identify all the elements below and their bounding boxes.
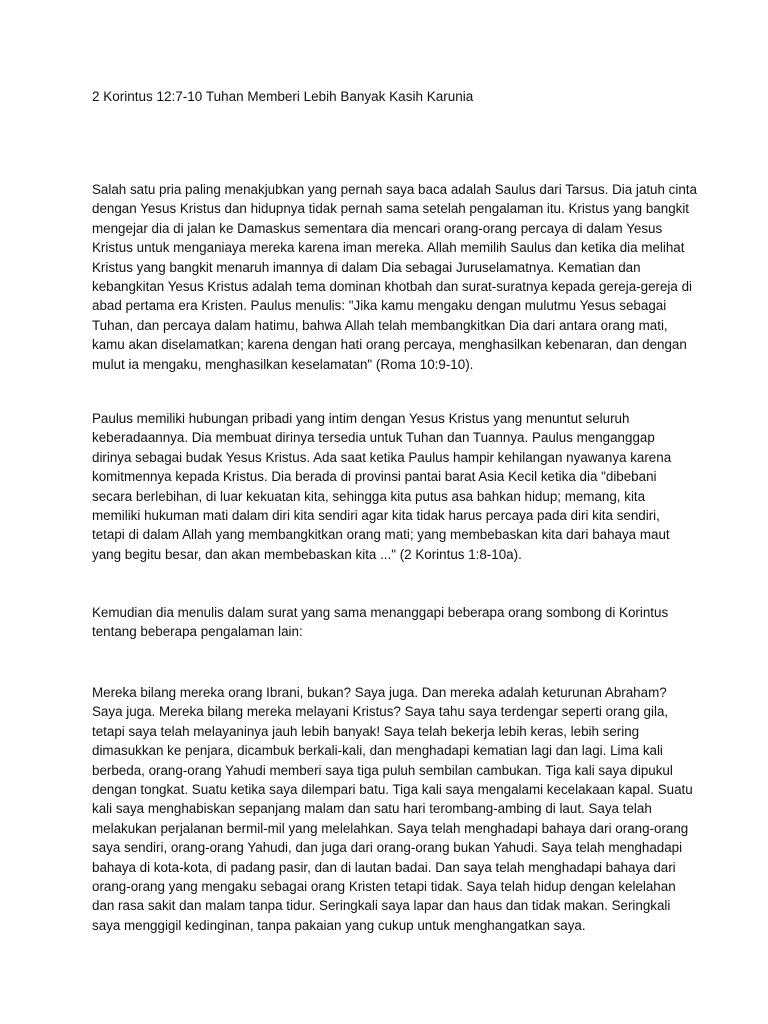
paragraph-line: Kristus yang bangkit menaruh imannya di dalam Dia sebagai Juruselamatnya. Kematian dan <box>92 259 641 275</box>
paragraph-line: yang begitu besar, dan akan membebaskan kita ..." (2 Korintus 1:8-10a). <box>92 546 522 562</box>
paragraph-line: secara berlebihan, di luar kekuatan kita, sehingga kita putus asa bahkan hidup; memang, kita <box>92 488 646 504</box>
paragraph-line: Kemudian dia menulis dalam surat yang sama menanggapi beberapa orang sombong di Korintus <box>92 605 669 620</box>
paragraph-line: komitmennya kepada Kristus. Dia berada di provinsi pantai barat Asia Kecil ketika dia "dibebani <box>92 469 657 485</box>
paragraph-line: Mereka bilang mereka orang Ibrani, bukan? Saya juga. Dan mereka adalah keturunan Abraham? <box>92 685 667 700</box>
paragraph-line: Saya juga. Mereka bilang mereka melayani Kristus? Saya tahu saya terdengar seperti orang gila, <box>92 704 669 720</box>
paragraph-line: dengan tongkat. Suatu ketika saya dilempari batu. Tiga kali saya mengalami kecelakaan kapal. Suatu <box>92 782 693 798</box>
paragraph-line: bahaya di kota-kota, di padang pasir, dan di lautan badai. Dan saya telah menghadapi bahaya dari <box>92 859 676 875</box>
paragraph-line: saya sendiri, orang-orang Yahudi, dan juga dari orang-orang bukan Yahudi. Saya telah menghadapi <box>92 840 683 856</box>
paragraph-line: melakukan perjalanan bermil-mil yang melelahkan. Saya telah menghadapi bahaya dari orang-orang <box>92 820 689 836</box>
paragraph-line: Kristus untuk menganiaya mereka karena iman mereka. Allah memilih Saulus dan ketika dia melihat <box>92 240 685 256</box>
paragraph-1 <box>92 180 697 374</box>
paragraph-line: tetapi di dalam Allah yang membangkitkan orang mati; yang membebaskan kita dari bahaya maut <box>92 527 670 543</box>
paragraph-line: dengan Yesus Kristus dan hidupnya tidak pernah sama setelah pengalaman itu. Kristus yang bangkit <box>92 201 690 217</box>
paragraph-line: kebangkitan Yesus Kristus adalah tema dominan khotbah dan surat-suratnya kepada gereja-gereja di <box>92 279 692 295</box>
document-title: 2 Korintus 12:7-10 Tuhan Memberi Lebih Banyak Kasih Karunia <box>92 89 474 104</box>
paragraph-line: mengejar dia di jalan ke Damaskus sementara dia mencari orang-orang percaya di dalam Yesus <box>92 220 663 236</box>
paragraph-line: Salah satu pria paling menakjubkan yang pernah saya baca adalah Saulus dari Tarsus. Dia jatuh cinta <box>92 182 697 197</box>
paragraph-line: tetapi saya telah melayaninya jauh lebih banyak! Saya telah bekerja lebih keras, lebih sering <box>92 723 640 739</box>
paragraph-line: mulut ia mengaku, menghasilkan keselamatan" (Roma 10:9-10). <box>92 356 474 372</box>
paragraph-2 <box>92 409 692 564</box>
paragraph-line: dimasukkan ke penjara, dicambuk berkali-kali, dan menghadapi kematian lagi dan lagi. Lima kali <box>92 743 663 759</box>
paragraph-line: saya menggigil kedinginan, tanpa pakaian yang cukup untuk menghangatkan saya. <box>92 917 586 933</box>
paragraph-line: memiliki hukuman mati dalam diri kita sendiri agar kita tidak harus percaya pada diri kita sendiri, <box>92 508 660 524</box>
paragraph-line: abad pertama era Kristen. Paulus menulis: "Jika kamu mengaku dengan mulutmu Yesus sebagai <box>92 298 667 314</box>
paragraph-line: kali saya menghabiskan sepanjang malam dan satu hari terombang-ambing di laut. Saya telah <box>92 801 652 817</box>
paragraph-line: Tuhan, dan percaya dalam hatimu, bahwa Allah telah membangkitkan Dia dari antara orang mati, <box>92 317 668 333</box>
paragraph-line: keberadaannya. Dia membuat dirinya tersedia untuk Tuhan dan Tuannya. Paulus menganggap <box>92 430 655 446</box>
paragraph-3 <box>92 603 692 642</box>
paragraph-line: tentang beberapa pengalaman lain: <box>92 624 303 640</box>
paragraph-4 <box>92 683 692 935</box>
paragraph-line: Paulus memiliki hubungan pribadi yang intim dengan Yesus Kristus yang menuntut seluruh <box>92 411 630 426</box>
paragraph-line: dan rasa sakit dan malam tanpa tidur. Seringkali saya lapar dan haus dan tidak makan. Seringkali <box>92 898 671 914</box>
paragraph-line: kamu akan diselamatkan; karena dengan hati orang percaya, menghasilkan kebenaran, dan dengan <box>92 337 687 353</box>
paragraph-line: berbeda, orang-orang Yahudi memberi saya tiga puluh sembilan cambukan. Tiga kali saya dipukul <box>92 762 673 778</box>
paragraph-line: dirinya sebagai budak Yesus Kristus. Ada saat ketika Paulus hampir kehilangan nyawanya karena <box>92 449 672 465</box>
paragraph-line: orang-orang yang mengaku sebagai orang Kristen tetapi tidak. Saya telah hidup dengan kelelahan <box>92 879 676 895</box>
